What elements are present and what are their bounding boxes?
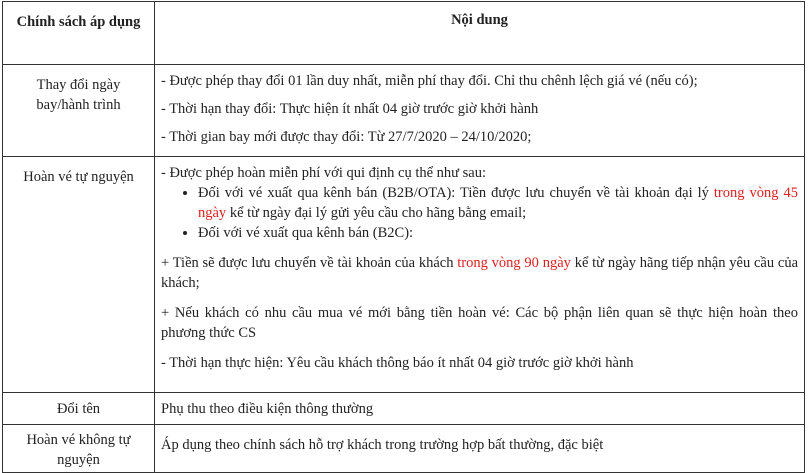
refund-bullet-list [161, 183, 798, 243]
row-content-voluntary-refund [155, 157, 805, 393]
refund-b2c-deadline: trong vòng 90 ngày [457, 255, 571, 271]
refund-bullet-b2c: • Đối với vé xuất qua kênh bán (B2C): [198, 223, 798, 243]
row-content-change [155, 65, 805, 157]
refund-plus-2: + Nếu khách có nhu cầu mua vé mới bằng tiền hoàn vé: Các bộ phận liên quan sẽ thực hiện hoàn theo phương thức CS [161, 305, 798, 341]
refund-plus-1-tail: kể từ ngày hãng tiếp nhận yêu cầu của khách; [161, 255, 799, 291]
refund-bullet-b2b-tail: kể từ ngày đại lý gửi yêu cầu cho hãng bằng email; [226, 205, 527, 221]
row-label-voluntary-refund: Hoàn vé tự nguyện [3, 157, 155, 393]
table-row-name-change [3, 393, 805, 425]
name-change-text: Phụ thu theo điều kiện thông thường [161, 401, 374, 417]
header-content: Nội dung [155, 2, 805, 65]
row-content-name-change [155, 393, 805, 425]
refund-plus-1 [161, 253, 798, 293]
refund-bullet-b2b [198, 183, 798, 223]
header-policy: Chính sách áp dụng [3, 2, 155, 65]
table-header-row [3, 2, 805, 65]
row-label-name-change: Đổi tên [3, 393, 155, 425]
refund-bullet-b2b-text: Đối với vé xuất qua kênh bán (B2B/OTA): Tiền được lưu chuyển về tài khoản đại lý [198, 185, 714, 201]
change-line-1: - Được phép thay đổi 01 lần duy nhất, miễn phí thay đổi. Chỉ thu chênh lệch giá vé (nếu có); [161, 73, 698, 89]
table-row-involuntary-refund [3, 425, 805, 473]
table-row-voluntary-refund [3, 157, 805, 393]
policy-table [2, 1, 805, 473]
change-line-2: - Thời hạn thay đổi: Thực hiện ít nhất 04 giờ trước giờ khởi hành [161, 101, 539, 117]
table-row-change [3, 65, 805, 157]
refund-intro: - Được phép hoàn miễn phí với qui định cụ thể như sau: [161, 165, 487, 181]
refund-deadline: - Thời hạn thực hiện: Yêu cầu khách thông báo ít nhất 04 giờ trước giờ khởi hành [161, 355, 634, 371]
involuntary-refund-text: Áp dụng theo chính sách hỗ trợ khách trong trường hợp bất thường, đặc biệt [161, 437, 604, 453]
row-label-involuntary-refund: Hoàn vé không tự nguyện [3, 425, 155, 473]
change-line-3: - Thời gian bay mới được thay đổi: Từ 27/7/2020 – 24/10/2020; [161, 129, 532, 145]
refund-plus-1-text: + Tiền sẽ được lưu chuyển về tài khoản của khách [161, 255, 458, 271]
row-content-involuntary-refund [155, 425, 805, 473]
refund-b2b-deadline: trong vòng 45 ngày [198, 185, 799, 221]
row-label-change: Thay đổi ngày bay/hành trình [3, 65, 155, 157]
